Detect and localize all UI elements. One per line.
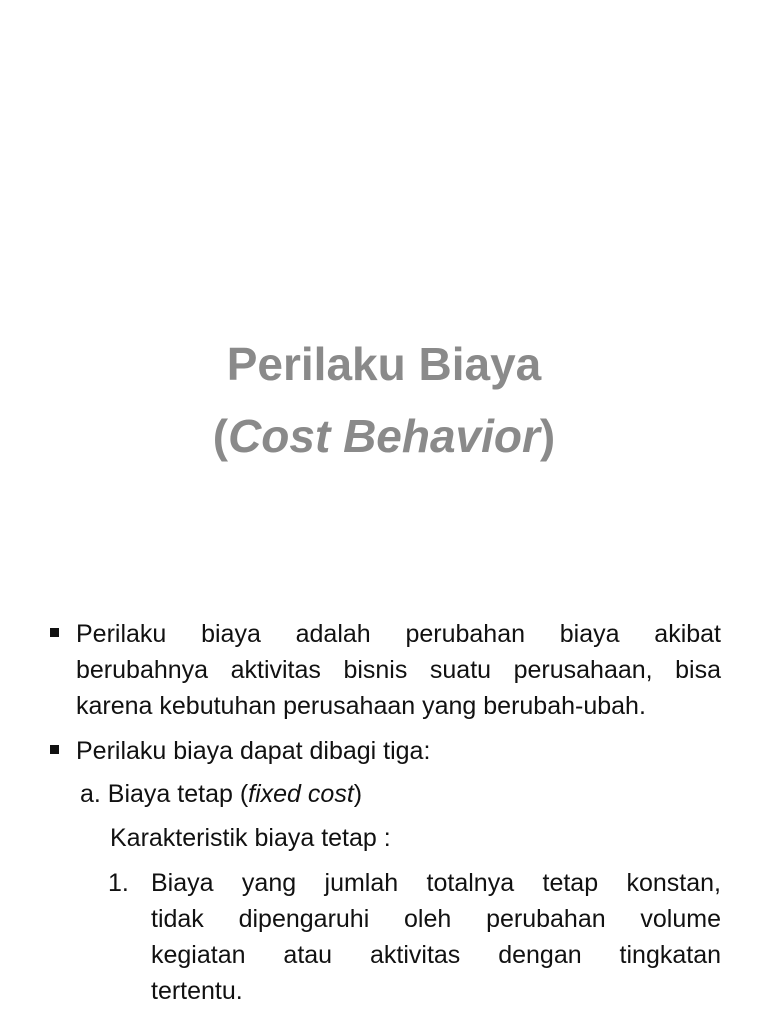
sub-item-a-term: fixed cost [248,780,354,808]
title-italic-term: Cost Behavior [228,410,540,462]
title-open-paren: ( [212,410,229,462]
sub-item-a [80,776,720,812]
title-line-1: Perilaku Biaya [226,338,542,390]
bullet-1-line-1: Perilaku biaya adalah perubahan biaya akibat [76,620,721,648]
bullet-marker-2 [50,745,59,754]
sub-item-a-suffix: ) [353,780,363,808]
bullet-text-1 [76,616,721,724]
bullet-marker-1 [50,628,59,637]
sub-item-a-prefix: a. Biaya tetap ( [80,780,249,808]
characteristics-heading: Karakteristik biaya tetap : [110,824,391,852]
bullet-1-line-2: berubahnya aktivitas bisnis suatu perusahaan, bisa [76,656,721,684]
item-1-line-2: tidak dipengaruhi oleh perubahan volume [151,905,721,933]
title-close-paren: ) [539,410,556,462]
item-1-line-1: Biaya yang jumlah totalnya tetap konstan, [151,869,721,897]
item-1-line-4: tertentu. [151,977,243,1005]
item-1-line-3: kegiatan atau aktivitas dengan tingkatan [151,941,721,969]
item-1-text [151,865,721,1009]
bullet-text-2 [76,733,721,769]
bullet-2-line-1: Perilaku biaya dapat dibagi tiga: [76,737,431,765]
item-1-number: 1. [108,869,129,897]
bullet-1-line-3: karena kebutuhan perusahaan yang berubah-ubah. [76,692,646,720]
